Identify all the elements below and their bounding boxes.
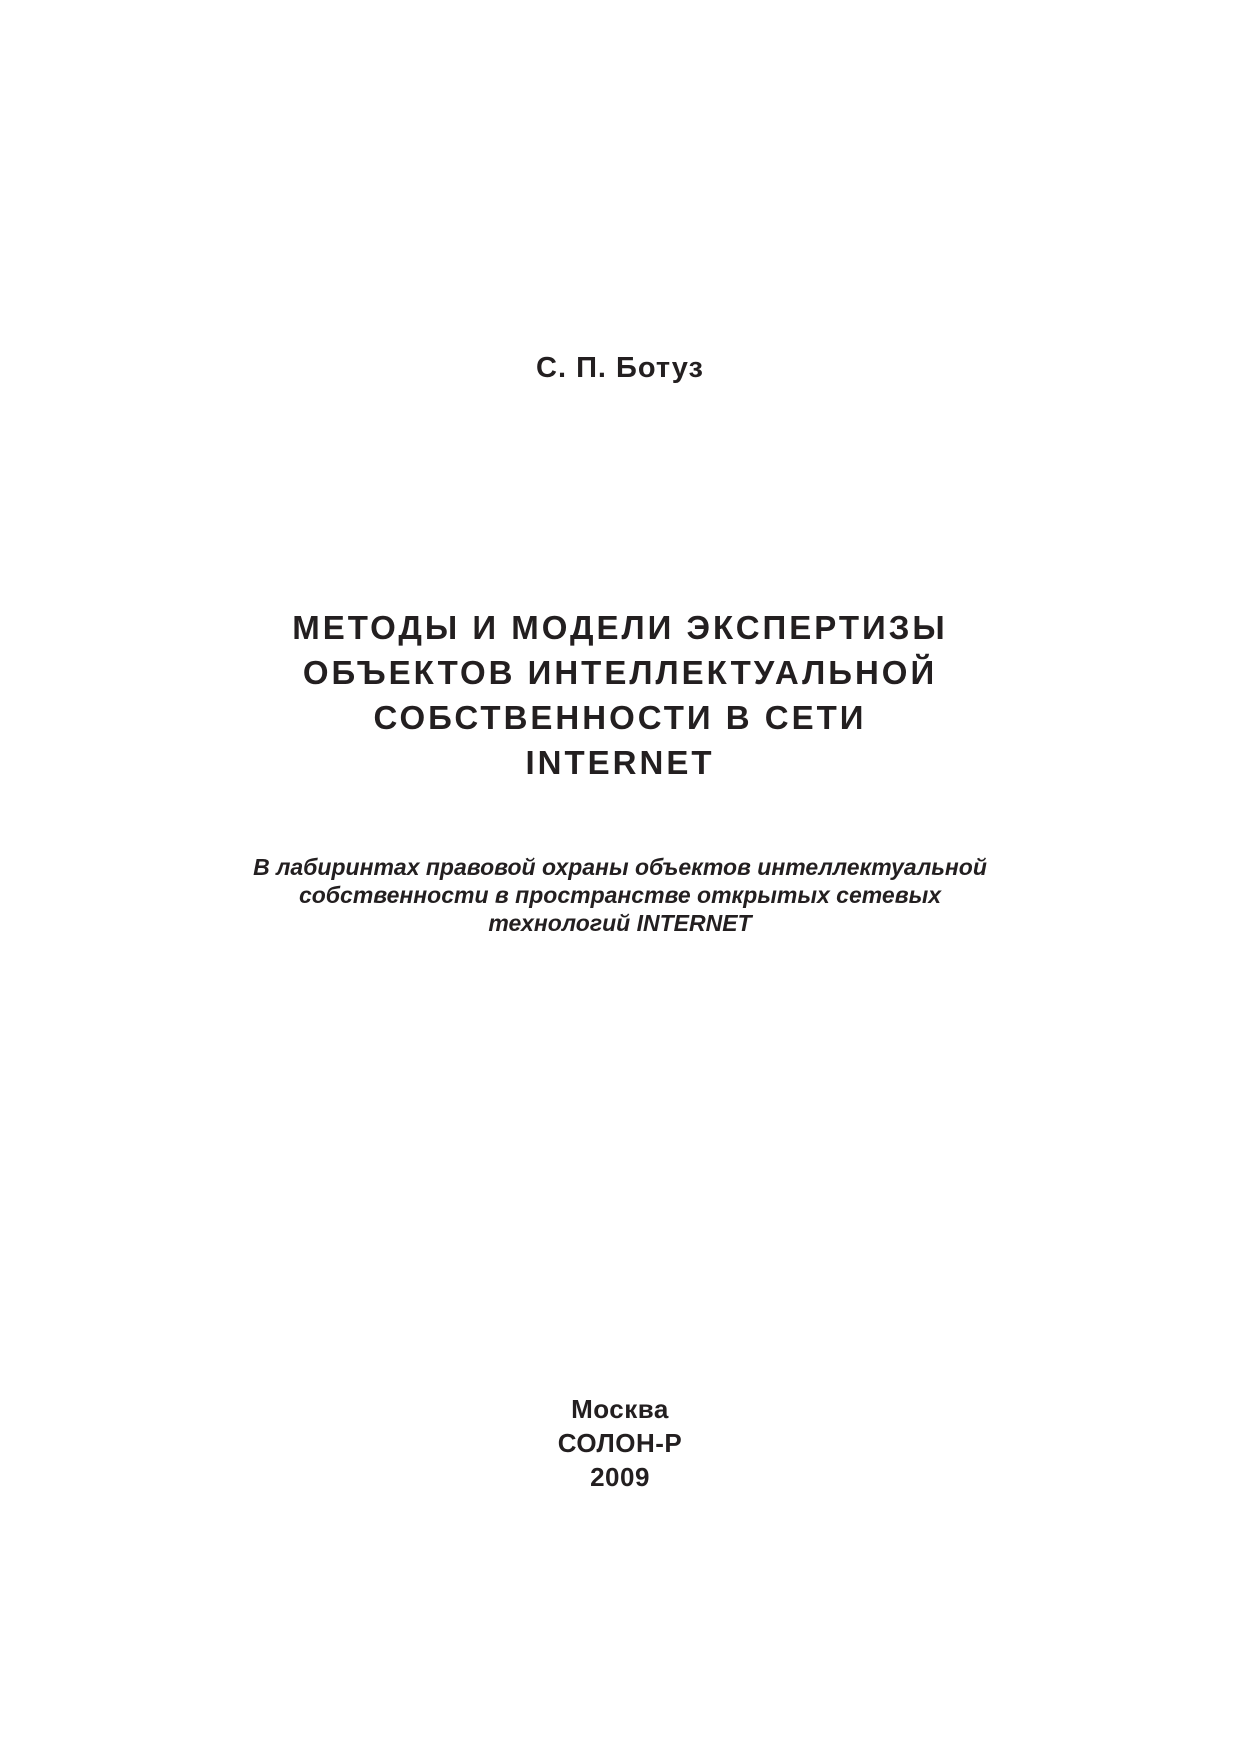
- imprint-year: 2009: [590, 1462, 650, 1492]
- book-title-line-1: МЕТОДЫ И МОДЕЛИ ЭКСПЕРТИЗЫ: [292, 609, 948, 646]
- book-title-line-2: ОБЪЕКТОВ ИНТЕЛЛЕКТУАЛЬНОЙ: [302, 654, 938, 691]
- publisher-imprint: [0, 1392, 1240, 1494]
- imprint-city: Москва: [571, 1394, 669, 1424]
- book-subtitle-line-3: технологий INTERNET: [488, 910, 752, 936]
- book-subtitle-line-2: собственности в пространстве открытых сетевых: [298, 882, 942, 908]
- book-title-line-4: INTERNET: [525, 744, 715, 781]
- book-title-line-3: СОБСТВЕННОСТИ В СЕТИ: [373, 699, 867, 736]
- book-subtitle: [0, 853, 1240, 937]
- author-name: С. П. Ботуз: [536, 352, 704, 384]
- book-subtitle-line-1: В лабиринтах правовой охраны объектов интеллектуальной: [253, 854, 987, 880]
- imprint-publisher: СОЛОН-Р: [557, 1428, 683, 1458]
- book-title: [0, 605, 1240, 785]
